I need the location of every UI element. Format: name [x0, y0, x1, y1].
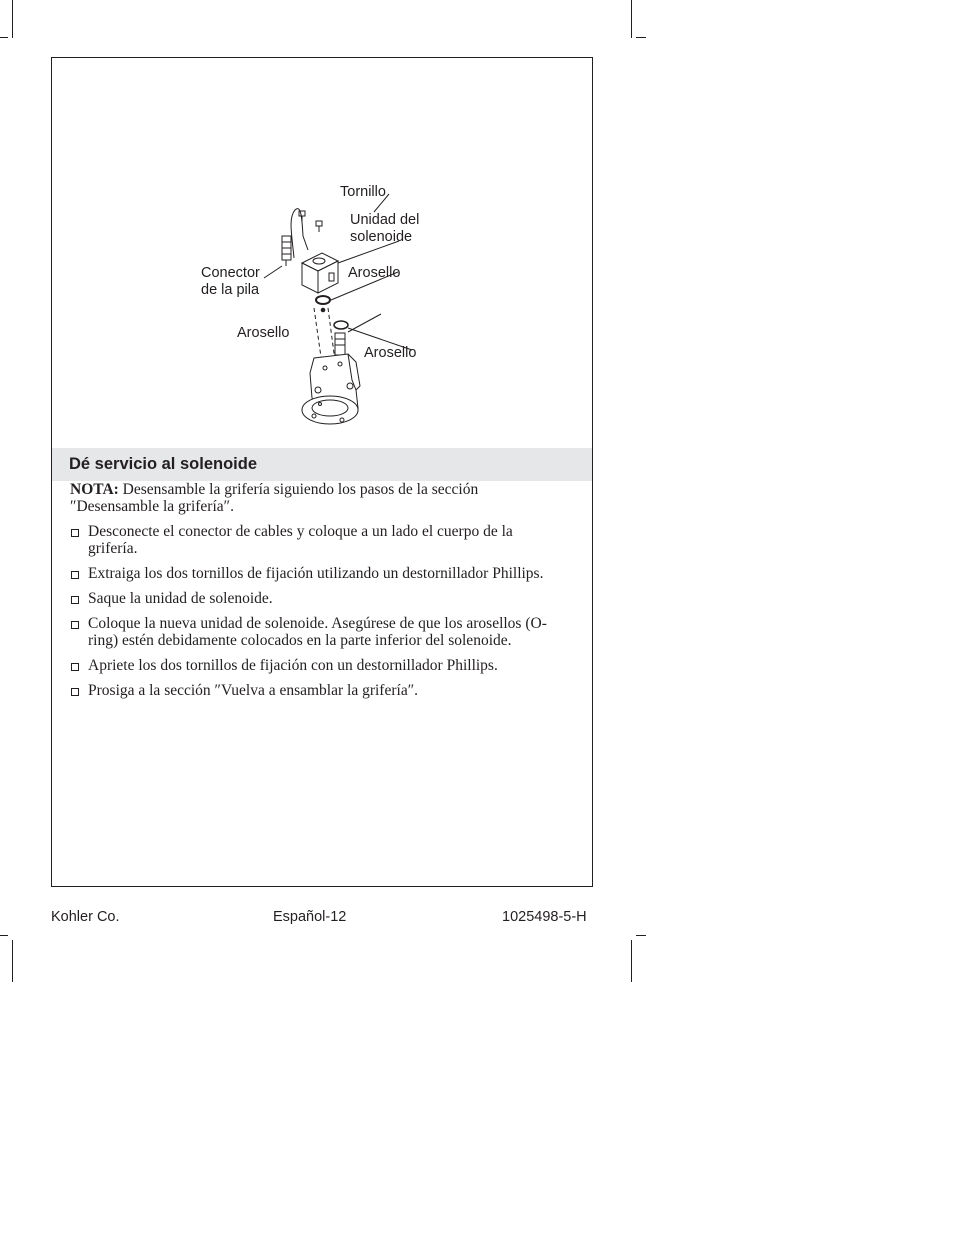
- label-oring-left: Arosello: [237, 325, 290, 341]
- list-item: [70, 523, 560, 557]
- checkbox-icon: [71, 621, 79, 629]
- step-list: [70, 523, 560, 699]
- checkbox-icon: [71, 663, 79, 671]
- list-item: [70, 565, 560, 582]
- label-oring-right: Arosello: [364, 345, 417, 361]
- footer-doc-number: 1025498-5-H: [502, 909, 587, 925]
- solenoid-exploded-diagram: [202, 118, 502, 448]
- checkbox-icon: [71, 571, 79, 579]
- oring-upper: [316, 296, 330, 304]
- section-header: [52, 448, 592, 481]
- crop-mark: [636, 37, 646, 38]
- step-text: Desconecte el conector de cables y coloque a un lado el cuerpo de la grifería.: [88, 523, 513, 557]
- list-item: [70, 590, 560, 607]
- content-frame: [51, 57, 593, 887]
- step-text: Coloque la nueva unidad de solenoide. Asegúrese de que los arosellos (O-ring) estén debidamente colocados en la parte inferior del solenoide.: [88, 615, 547, 649]
- leader-connector: [264, 266, 282, 278]
- label-battery-connector-line1: Conector: [201, 265, 260, 281]
- label-oring-top: Arosello: [348, 265, 401, 281]
- step-text: Extraiga los dos tornillos de fijación utilizando un destornillador Phillips.: [88, 565, 544, 582]
- oring-right: [334, 321, 348, 329]
- step-text: Apriete los dos tornillos de fijación con un destornillador Phillips.: [88, 657, 498, 674]
- footer-company: Kohler Co.: [51, 909, 120, 925]
- crop-mark: [12, 0, 13, 38]
- crop-mark: [0, 37, 8, 38]
- label-battery-connector-line2: de la pila: [201, 282, 260, 298]
- step-text: Saque la unidad de solenoide.: [88, 590, 273, 607]
- note-label: NOTA:: [70, 481, 119, 498]
- crop-mark: [631, 0, 632, 38]
- step-text: Prosiga a la sección ″Vuelva a ensamblar la grifería″.: [88, 682, 419, 699]
- crop-mark: [12, 940, 13, 982]
- small-ring: [321, 308, 325, 312]
- section-body: [70, 481, 560, 707]
- valve-stem: [335, 333, 345, 355]
- checkbox-icon: [71, 529, 79, 537]
- base-plate: [302, 396, 358, 424]
- crop-mark: [631, 940, 632, 982]
- footer-page-number: Español-12: [273, 909, 347, 925]
- list-item: [70, 615, 560, 649]
- solenoid-unit: [302, 253, 338, 293]
- screw-right: [316, 221, 322, 232]
- note-text: Desensamble la grifería siguiendo los pasos de la sección ″Desensamble la grifería″.: [70, 481, 479, 515]
- label-screw: Tornillo: [340, 184, 386, 200]
- crop-mark: [0, 935, 8, 936]
- label-solenoid-unit-line1: Unidad del: [350, 212, 420, 228]
- list-item: [70, 682, 560, 699]
- section-title: Dé servicio al solenoide: [69, 455, 257, 473]
- crop-mark: [636, 935, 646, 936]
- note: [70, 481, 560, 515]
- checkbox-icon: [71, 596, 79, 604]
- list-item: [70, 657, 560, 674]
- battery-connector: [282, 236, 291, 266]
- label-solenoid-unit-line2: solenoide: [350, 229, 413, 245]
- checkbox-icon: [71, 688, 79, 696]
